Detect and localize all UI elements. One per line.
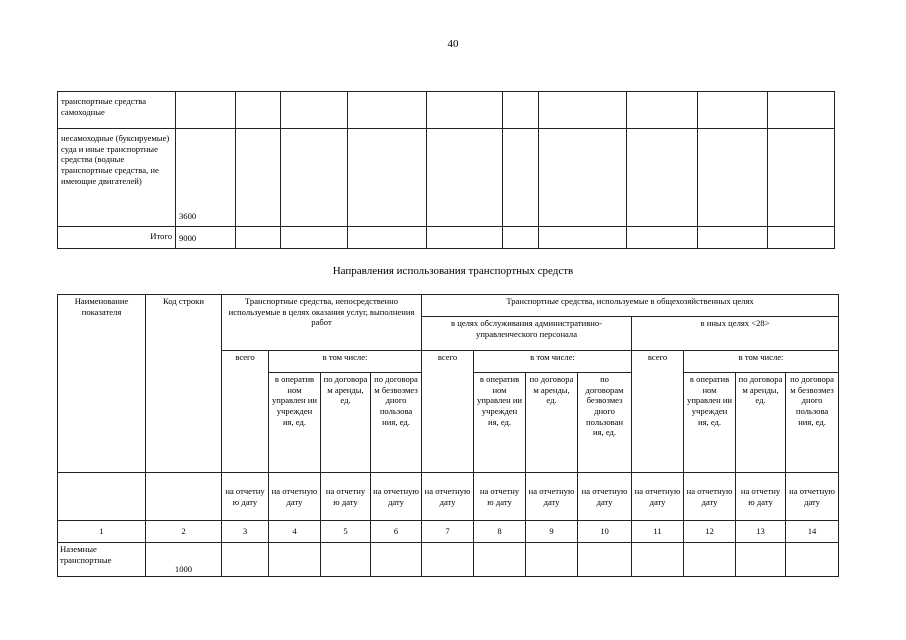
header-other: в иных целях <28> — [632, 317, 839, 351]
header-free-use: по договора м безвозмез дного пользова ния, ед. — [371, 373, 422, 473]
row-code: 3600 — [176, 129, 236, 227]
header-admin: в целях обслуживания административно-управленческого персонала — [422, 317, 632, 351]
header-operational: в оператив ном управлен ии учрежден ия, ед. — [269, 373, 321, 473]
main-table — [57, 294, 839, 577]
header-date: на отчетную дату — [526, 473, 578, 521]
col-number: 12 — [684, 521, 736, 543]
total-label: Итого — [58, 227, 176, 249]
header-date: на отчетную дату — [578, 473, 632, 521]
table-row — [58, 543, 839, 577]
column-number-row — [58, 521, 839, 543]
header-operational: в оператив ном управлен ии учрежден ия, ед. — [474, 373, 526, 473]
table-row — [58, 227, 835, 249]
header-lease: по договора м аренды, ед. — [321, 373, 371, 473]
header-general: Транспортные средства, используемые в общехозяйственных целях — [422, 295, 839, 317]
col-number: 5 — [321, 521, 371, 543]
header-including: в том числе: — [474, 351, 632, 373]
header-date: на отчетну ю дату — [321, 473, 371, 521]
header-direct: Транспортные средства, непосредственно используемые в целях оказания услуг, выполнения работ — [222, 295, 422, 351]
col-number: 9 — [526, 521, 578, 543]
header-date: на отчетную дату — [371, 473, 422, 521]
header-code: Код строки — [146, 295, 222, 473]
row-name: транспортные средства самоходные — [58, 92, 176, 129]
header-date: на отчетную дату — [786, 473, 839, 521]
table-row — [58, 92, 835, 129]
col-number: 7 — [422, 521, 474, 543]
header-date: на отчетну ю дату — [222, 473, 269, 521]
section-title: Направления использования транспортных средств — [332, 265, 574, 277]
top-table — [57, 91, 835, 249]
header-lease: по договора м аренды, ед. — [736, 373, 786, 473]
col-number: 2 — [146, 521, 222, 543]
header-date: на отчетную дату — [632, 473, 684, 521]
col-number: 8 — [474, 521, 526, 543]
header-free-use: по договорам безвозмез дного пользован ия, ед. — [578, 373, 632, 473]
header-total: всего — [222, 351, 269, 473]
header-date: на отчетную дату — [684, 473, 736, 521]
header-name: Наименование показателя — [58, 295, 146, 473]
header-date: на отчетну ю дату — [474, 473, 526, 521]
header-operational: в оператив ном управлен ии учрежден ия, ед. — [684, 373, 736, 473]
row-name: Наземные транспортные — [58, 543, 146, 577]
header-date: на отчетную дату — [269, 473, 321, 521]
table-row — [58, 129, 835, 227]
col-number: 10 — [578, 521, 632, 543]
col-number: 13 — [736, 521, 786, 543]
col-number: 6 — [371, 521, 422, 543]
header-including: в том числе: — [269, 351, 422, 373]
col-number: 11 — [632, 521, 684, 543]
col-number: 3 — [222, 521, 269, 543]
header-total: всего — [632, 351, 684, 473]
header-total: всего — [422, 351, 474, 473]
header-lease: по договора м аренды, ед. — [526, 373, 578, 473]
row-code: 9000 — [176, 227, 236, 249]
page-number: 40 — [447, 38, 459, 50]
col-number: 4 — [269, 521, 321, 543]
header-free-use: по договора м безвозмез дного пользова ния, ед. — [786, 373, 839, 473]
header-date: на отчетную дату — [422, 473, 474, 521]
header-date: на отчетну ю дату — [736, 473, 786, 521]
row-code — [176, 92, 236, 129]
col-number: 14 — [786, 521, 839, 543]
col-number: 1 — [58, 521, 146, 543]
row-name: несамоходные (буксируемые) суда и иные транспортные средства (водные транспортные средства, не имеющие двигателей) — [58, 129, 176, 227]
header-including: в том числе: — [684, 351, 839, 373]
row-code: 1000 — [146, 543, 222, 577]
